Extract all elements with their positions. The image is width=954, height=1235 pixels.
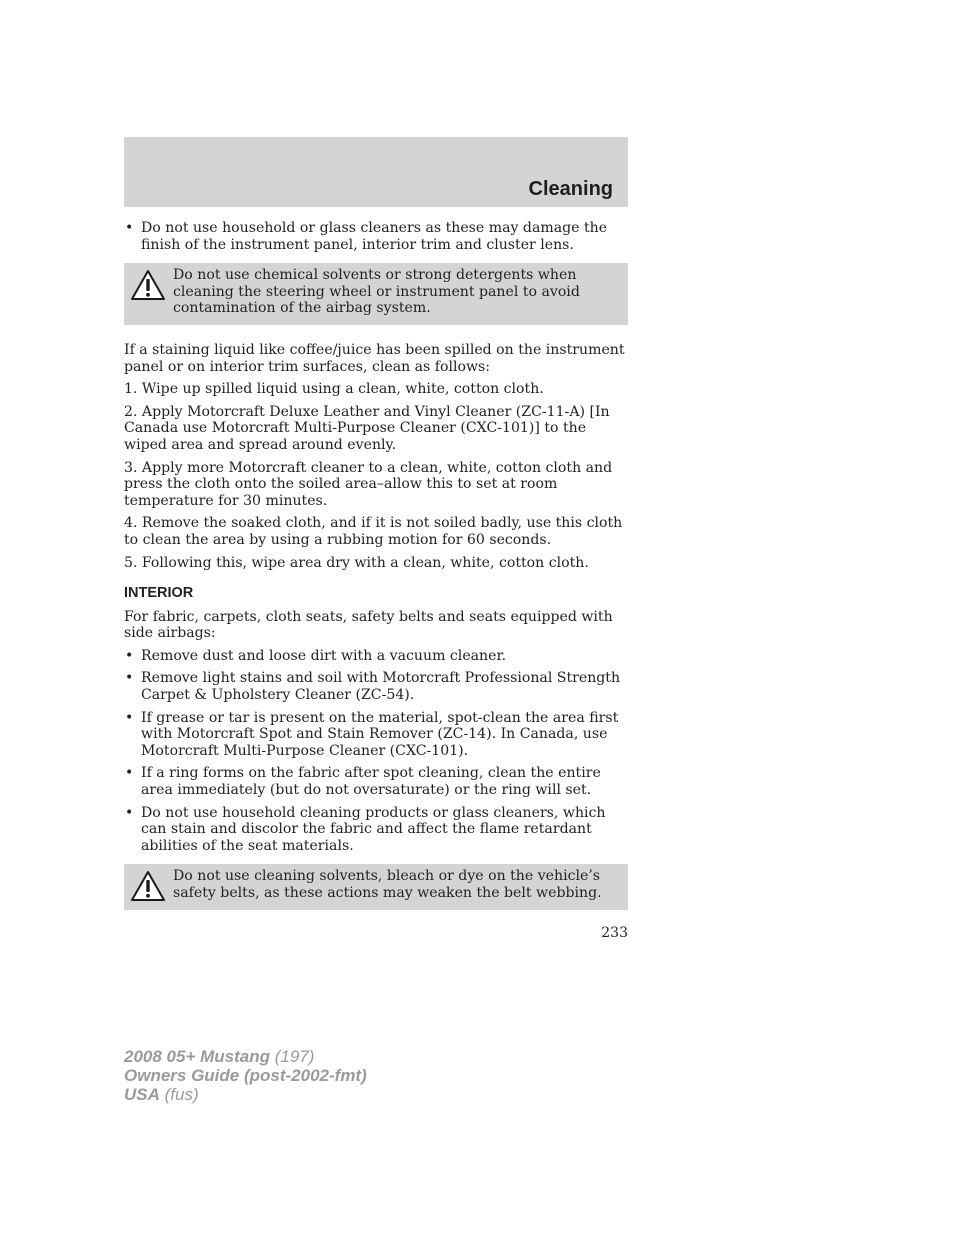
- bullet-text: Remove dust and loose dirt with a vacuum cleaner.: [141, 647, 507, 664]
- warning-text: Do not use chemical solvents or strong detergents when cleaning the steering wheel or instrument panel to avoid contamination of the airbag system.: [173, 267, 580, 317]
- warning-triangle-icon: [130, 870, 166, 903]
- footer-guide: Owners Guide (post-2002-fmt): [124, 1066, 367, 1085]
- bullet-dot: •: [125, 709, 134, 726]
- footer-model-code: (197): [270, 1047, 315, 1066]
- step-3: 3. Apply more Motorcraft cleaner to a clean, white, cotton cloth and press the cloth onto the soiled area–allow this to set at room temperature for 30 minutes.: [124, 459, 613, 509]
- bullet-item: [124, 710, 628, 760]
- stain-intro: If a staining liquid like coffee/juice has been spilled on the instrument panel or on interior trim surfaces, clean as follows:: [124, 341, 625, 375]
- footer-market-code: (fus): [159, 1085, 199, 1104]
- bullet-text: If grease or tar is present on the material, spot-clean the area first with Motorcraft Spot and Stain Remover (ZC-14). In Canada, use Motorcraft Multi-Purpose Cleaner (CXC-101).: [141, 709, 619, 759]
- bullet-dot: •: [125, 765, 134, 782]
- section-header-band: [124, 137, 628, 207]
- step-2: 2. Apply Motorcraft Deluxe Leather and Vinyl Cleaner (ZC-11-A) [In Canada use Motorcraft Multi-Purpose Cleaner (CXC-101)] to the wiped area and spread around evenly.: [124, 403, 610, 453]
- warning-box-airbag: [124, 263, 628, 325]
- section-title: Cleaning: [528, 178, 613, 200]
- bullet-item: [124, 765, 628, 798]
- footer-line-2: [124, 1066, 367, 1085]
- bullet-dot: •: [125, 647, 134, 664]
- warning-triangle-icon: [130, 269, 166, 302]
- document-footer: [124, 1047, 367, 1104]
- bullet-dot: •: [125, 220, 134, 236]
- bullet-text: If a ring forms on the fabric after spot cleaning, clean the entire area immediately (but do not oversaturate) or the ring will set.: [141, 765, 601, 799]
- bullet-item: [124, 648, 628, 665]
- warning-text: Do not use cleaning solvents, bleach or dye on the vehicle’s safety belts, as these actions may weaken the belt webbing.: [173, 868, 602, 901]
- page-number: 233: [601, 925, 628, 941]
- step-1: 1. Wipe up spilled liquid using a clean, white, cotton cloth.: [124, 381, 544, 398]
- bullet-item: [124, 805, 628, 855]
- step-4: 4. Remove the soaked cloth, and if it is not soiled badly, use this cloth to clean the area by using a rubbing motion for 60 seconds.: [124, 515, 623, 548]
- bullet-dot: •: [125, 670, 134, 687]
- step-5: 5. Following this, wipe area dry with a clean, white, cotton cloth.: [124, 554, 589, 571]
- warning-box-safety-belts: [124, 864, 628, 909]
- bullet-text: Remove light stains and soil with Motorcraft Professional Strength Carpet & Upholstery Cleaner (ZC-54).: [141, 670, 621, 704]
- bullet-item: [124, 670, 628, 703]
- interior-heading: INTERIOR: [124, 585, 194, 602]
- footer-line-3: [124, 1085, 367, 1104]
- footer-model: 2008 05+ Mustang: [124, 1047, 270, 1066]
- bullet-item: [124, 220, 628, 253]
- interior-intro: For fabric, carpets, cloth seats, safety belts and seats equipped with side airbags:: [124, 608, 613, 642]
- bullet-text: Do not use household or glass cleaners as these may damage the finish of the instrument panel, interior trim and cluster lens.: [141, 220, 608, 253]
- bullet-text: Do not use household cleaning products or glass cleaners, which can stain and discolor the fabric and affect the flame retardant abilities of the seat materials.: [141, 804, 606, 854]
- footer-line-1: [124, 1047, 367, 1066]
- footer-market: USA: [124, 1085, 160, 1104]
- page-content: [124, 220, 628, 927]
- bullet-dot: •: [125, 804, 134, 821]
